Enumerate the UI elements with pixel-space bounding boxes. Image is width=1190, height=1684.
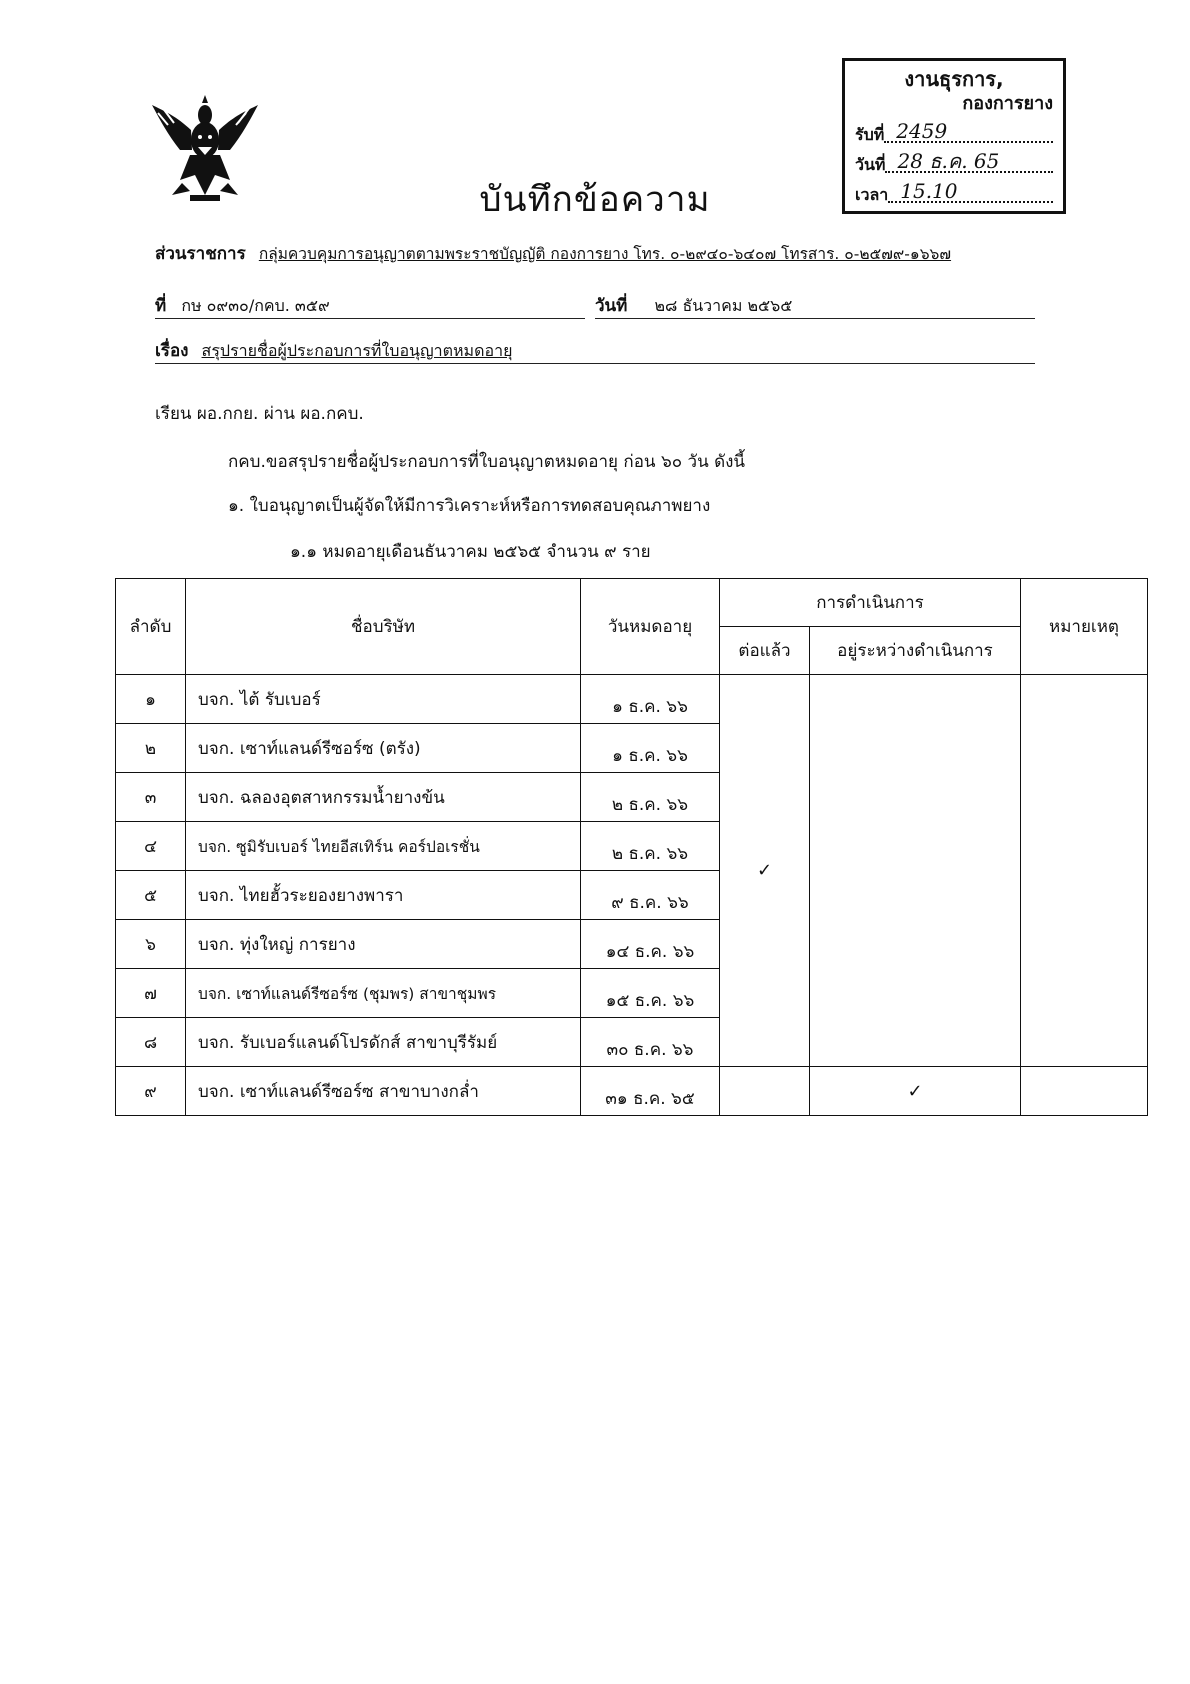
row-company: บจก. เซาท์แลนด์รีซอร์ซ สาขาบางกล่ำ [186,1067,581,1116]
stamp-receive-no: 2459 [884,121,1053,143]
salutation: เรียน ผอ.กกย. ผ่าน ผอ.กคบ. [155,404,364,424]
row-company: บจก. เซาท์แลนด์รีซอร์ซ (ตรัง) [186,724,581,773]
col-header-in-progress: อยู่ระหว่างดำเนินการ [810,627,1021,675]
stamp-receive-label: รับที่ [855,125,885,144]
in-progress-cell-group [810,675,1021,1067]
row-company: บจก. ทุ่งใหญ่ การยาง [186,920,581,969]
in-progress-cell [810,1067,1021,1116]
date-row [595,292,1035,319]
row-no: ๑ [116,675,186,724]
row-company: บจก. ซูมิรับเบอร์ ไทยอีสเทิร์น คอร์ปอเรชั่น [186,822,581,871]
col-header-no: ลำดับ [116,579,186,675]
stamp-office: งานธุรการ, [904,67,1004,91]
stamp-date: 28 ธ.ค. 65 [885,151,1053,173]
row-expiry: ๒ ธ.ค. ๖๖ [581,822,720,871]
renewed-cell [720,1067,810,1116]
row-expiry: ๑๕ ธ.ค. ๖๖ [581,969,720,1018]
col-header-note: หมายเหตุ [1021,579,1148,675]
stamp-date-label: วันที่ [855,155,886,174]
subject-row [155,337,1035,364]
col-header-action: การดำเนินการ [720,579,1021,627]
stamp-time-label: เวลา [855,185,889,204]
row-expiry: ๑ ธ.ค. ๖๖ [581,724,720,773]
col-header-company: ชื่อบริษัท [186,579,581,675]
row-no: ๘ [116,1018,186,1067]
row-no: ๒ [116,724,186,773]
row-no: ๕ [116,871,186,920]
expiry-table [115,578,1148,1116]
ref-value: กษ ๐๙๓๐/กคบ. ๓๕๙ [181,296,330,315]
row-company: บจก. ฉลองอุตสาหกรรมน้ำยางข้น [186,773,581,822]
table-row [116,675,1148,724]
item-1: ๑. ใบอนุญาตเป็นผู้จัดให้มีการวิเคราะห์หรือการทดสอบคุณภาพยาง [228,496,711,516]
renewed-cell-group [720,675,810,1067]
row-no: ๖ [116,920,186,969]
date-label: วันที่ [595,296,628,316]
agency-label: ส่วนราชการ [155,244,246,264]
agency-value: กลุ่มควบคุมการอนุญาตตามพระราชบัญญัติ กองการยาง โทร. ๐-๒๙๔๐-๖๔๐๗ โทรสาร. ๐-๒๕๗๙-๑๖๖๗ [258,245,952,263]
row-company: บจก. เซาท์แลนด์รีซอร์ซ (ชุมพร) สาขาชุมพร [186,969,581,1018]
table-row [116,1067,1148,1116]
checkmark-icon: ✓ [756,860,773,881]
row-expiry: ๑๔ ธ.ค. ๖๖ [581,920,720,969]
row-expiry: ๓๑ ธ.ค. ๖๕ [581,1067,720,1116]
ref-row [155,292,585,319]
row-expiry: ๓๐ ธ.ค. ๖๖ [581,1018,720,1067]
row-expiry: ๙ ธ.ค. ๖๖ [581,871,720,920]
subject-label: เรื่อง [155,341,189,361]
row-company: บจก. รับเบอร์แลนด์โปรดักส์ สาขาบุรีรัมย์ [186,1018,581,1067]
stamp-time: 15.10 [888,181,1053,203]
row-no: ๓ [116,773,186,822]
row-company: บจก. ไต้ รับเบอร์ [186,675,581,724]
note-cell [1021,1067,1148,1116]
row-no: ๗ [116,969,186,1018]
row-expiry: ๒ ธ.ค. ๖๖ [581,773,720,822]
agency-row [155,240,1035,267]
item-1-1: ๑.๑ หมดอายุเดือนธันวาคม ๒๕๖๕ จำนวน ๙ ราย [290,542,651,562]
row-expiry: ๑ ธ.ค. ๖๖ [581,675,720,724]
stamp-division: กองการยาง [962,93,1053,114]
row-no: ๙ [116,1067,186,1116]
document-title: บันทึกข้อความ [479,180,711,220]
subject-value: สรุปรายชื่อผู้ประกอบการที่ใบอนุญาตหมดอายุ [201,341,513,360]
col-header-renewed: ต่อแล้ว [720,627,810,675]
intro-paragraph: กคบ.ขอสรุปรายชื่อผู้ประกอบการที่ใบอนุญาตหมดอายุ ก่อน ๖๐ วัน ดังนี้ [228,452,746,472]
checkmark-icon: ✓ [907,1080,923,1102]
date-value: ๒๘ ธันวาคม ๒๕๖๕ [654,296,793,315]
ref-label: ที่ [155,296,167,316]
row-company: บจก. ไทยฮั้วระยองยางพารา [186,871,581,920]
col-header-expiry: วันหมดอายุ [581,579,720,675]
row-no: ๔ [116,822,186,871]
note-cell-group [1021,675,1148,1067]
